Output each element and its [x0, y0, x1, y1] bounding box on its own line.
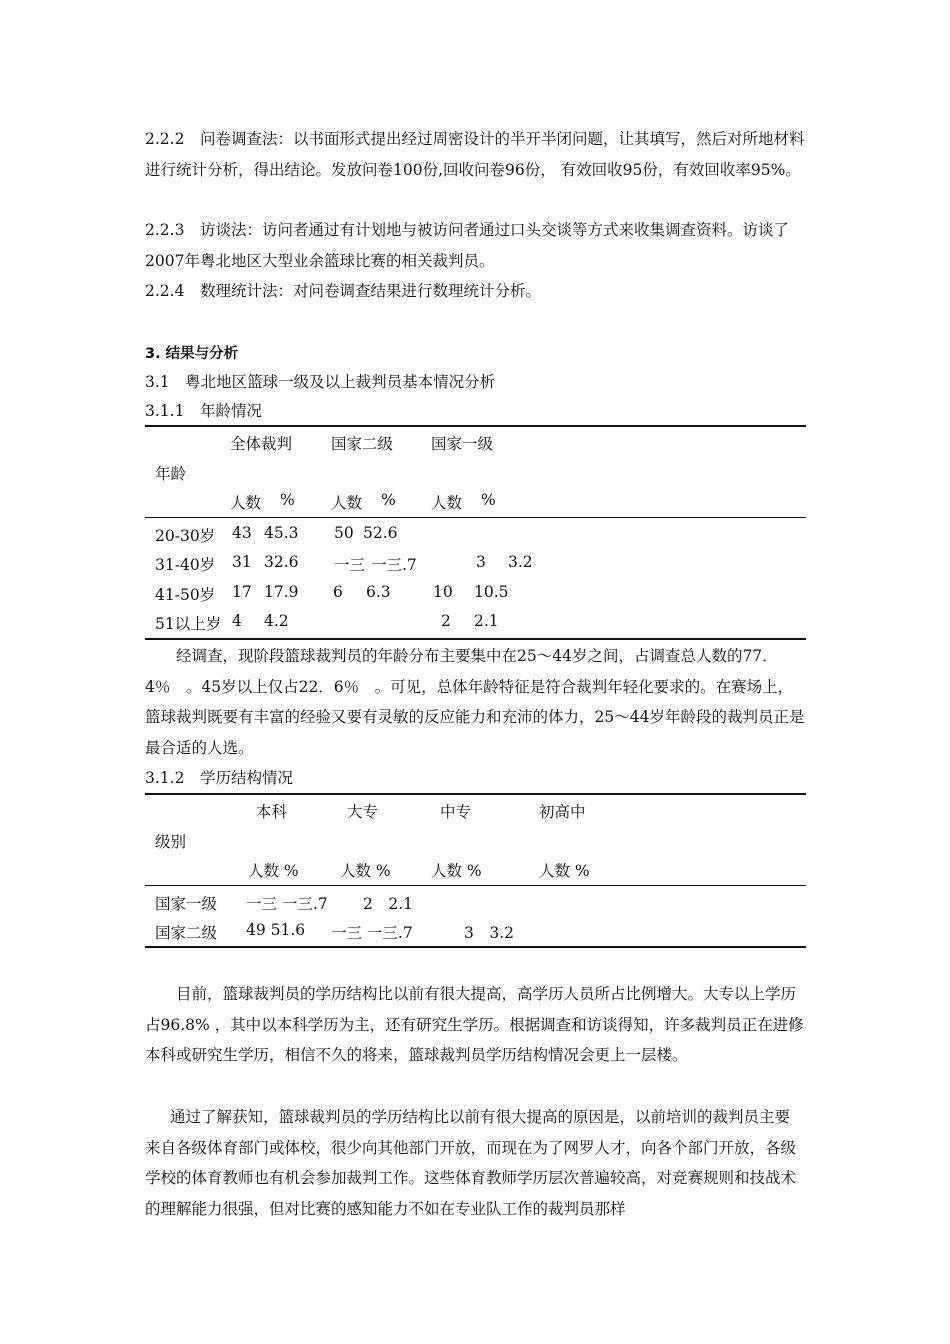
age-table-cell: 4	[232, 612, 242, 630]
edu-table-cell: 2 2.1	[363, 895, 414, 913]
age-table-cell: 10.5	[474, 583, 509, 601]
age-table-cell: 43	[232, 524, 252, 542]
age-table-group-header: 国家一级	[431, 435, 494, 453]
age-table-cell: 4.2	[264, 612, 289, 630]
edu-table-subheader: 人数 %	[248, 862, 299, 880]
age-table-header-rule	[145, 517, 806, 518]
age-table-cell: 10	[433, 583, 453, 601]
results-heading: 3. 结果与分析	[145, 346, 239, 362]
subsection-3-1-heading: 3.1 粤北地区篮球一级及以上裁判员基本情况分析	[145, 373, 496, 391]
age-table-subheader: 人数	[331, 494, 363, 512]
education-analysis-paragraph-2: 通过了解获知，篮球裁判员的学历结构比以前有很大提高的原因是，以前培训的裁判员主要来自各级体育部门或体校，很少向其他部门开放，而现在为了网罗人才，向各个部门开放，各级学校的体育教师也有机会参加裁判工作。这些体育教师学历层次普遍较高，对竞赛规则和技战术的理解能力很强，但对比赛的感知能力不如在专业队工作的裁判员那样	[145, 1108, 797, 1218]
age-table-cell: 6.3	[366, 583, 391, 601]
subsection-3-1-1-heading: 3.1.1 年龄情况	[145, 402, 262, 420]
age-table-group-header: 全体裁判	[230, 435, 293, 453]
edu-table-cell: 一三 一三.7	[246, 895, 328, 913]
age-table-cell: 3	[476, 553, 486, 571]
edu-table-group-header: 本科	[256, 803, 288, 821]
method-statistics-paragraph: 2.2.4 数理统计法：对问卷调查结果进行数理统计分析。	[145, 282, 541, 300]
subsection-3-1-2-heading: 3.1.2 学历结构情况	[145, 769, 293, 787]
age-analysis-paragraph: 经调查，现阶段篮球裁判员的年龄分布主要集中在25～44岁之间，占调查总人数的77．4％ 。45岁以上仅占22．6％ 。可见，总体年龄特征是符合裁判年轻化要求的。在赛场上，篮球裁判既要有丰富的经验又要有灵敏的反应能力和充沛的体力，25～44岁年龄段的裁判员正是最合适的人选。	[145, 647, 805, 757]
edu-table-cell: 国家一级	[155, 895, 218, 913]
age-table-group-header: 国家二级	[331, 435, 394, 453]
edu-table-cell: 一三 一三.7	[331, 924, 413, 942]
edu-table-top-rule	[145, 793, 806, 795]
edu-table-cell: 49 51.6	[246, 921, 306, 939]
age-table-cell: 52.6	[363, 524, 398, 542]
age-table-subheader: %	[381, 491, 396, 509]
age-table-top-rule	[145, 425, 806, 427]
age-table-cell: 31-40岁	[155, 556, 216, 574]
edu-table-cell: 国家二级	[155, 924, 218, 942]
age-table-cell: 17	[232, 583, 252, 601]
age-table-cell: 3.2	[508, 553, 533, 571]
edu-table-subheader: 人数 %	[539, 862, 590, 880]
edu-table-subheader: 人数 %	[431, 862, 482, 880]
edu-table-group-header: 大专	[347, 803, 379, 821]
age-table-subheader: 人数	[431, 494, 463, 512]
age-table-bottom-rule	[145, 638, 806, 640]
age-table-cell: 41-50岁	[155, 586, 216, 604]
education-analysis-paragraph-1: 目前，篮球裁判员的学历结构比以前有很大提高，高学历人员所占比例增大。大专以上学历占96.8% ，其中以本科学历为主，还有研究生学历。根据调查和访谈得知，许多裁判员正在进修本科或研究生学历，相信不久的将来，篮球裁判员学历结构情况会更上一层楼。	[145, 985, 804, 1064]
age-table-row-header: 年龄	[155, 465, 187, 483]
edu-table-subheader: 人数 %	[340, 862, 391, 880]
age-table-cell: 31	[232, 553, 252, 571]
age-table-cell: 一三	[334, 556, 366, 574]
age-table-cell: 51以上岁	[155, 615, 222, 633]
edu-table-bottom-rule	[145, 946, 806, 948]
age-table-cell: 50	[334, 524, 354, 542]
edu-table-row-header: 级别	[155, 833, 187, 851]
age-table-subheader: %	[280, 491, 295, 509]
age-table-cell: 32.6	[264, 553, 299, 571]
age-table-cell: 17.9	[264, 583, 299, 601]
age-table-cell: 20-30岁	[155, 527, 216, 545]
edu-table-group-header: 中专	[440, 803, 472, 821]
method-questionnaire-paragraph: 2.2.2 问卷调查法：以书面形式提出经过周密设计的半开半闭问题，让其填写，然后对所地材料进行统计分析，得出结论。发放问卷100份,回收问卷96份， 有效回收95份，有效回收率95%。	[145, 130, 805, 179]
age-table-cell: 2	[441, 612, 451, 630]
age-table-cell: 2.1	[474, 612, 499, 630]
edu-table-group-header: 初高中	[539, 803, 586, 821]
edu-table-header-rule	[145, 885, 806, 886]
age-table-cell: 6	[333, 583, 343, 601]
age-table-subheader: %	[481, 491, 496, 509]
edu-table-cell: 3 3.2	[464, 924, 515, 942]
method-interview-paragraph: 2.2.3 访谈法：访问者通过有计划地与被访问者通过口头交谈等方式来收集调查资料。访谈了2007年粤北地区大型业余篮球比赛的相关裁判员。	[145, 221, 789, 270]
age-table-subheader: 人数	[230, 494, 262, 512]
age-table-cell: 一三.7	[371, 556, 417, 574]
age-table-cell: 45.3	[264, 524, 299, 542]
